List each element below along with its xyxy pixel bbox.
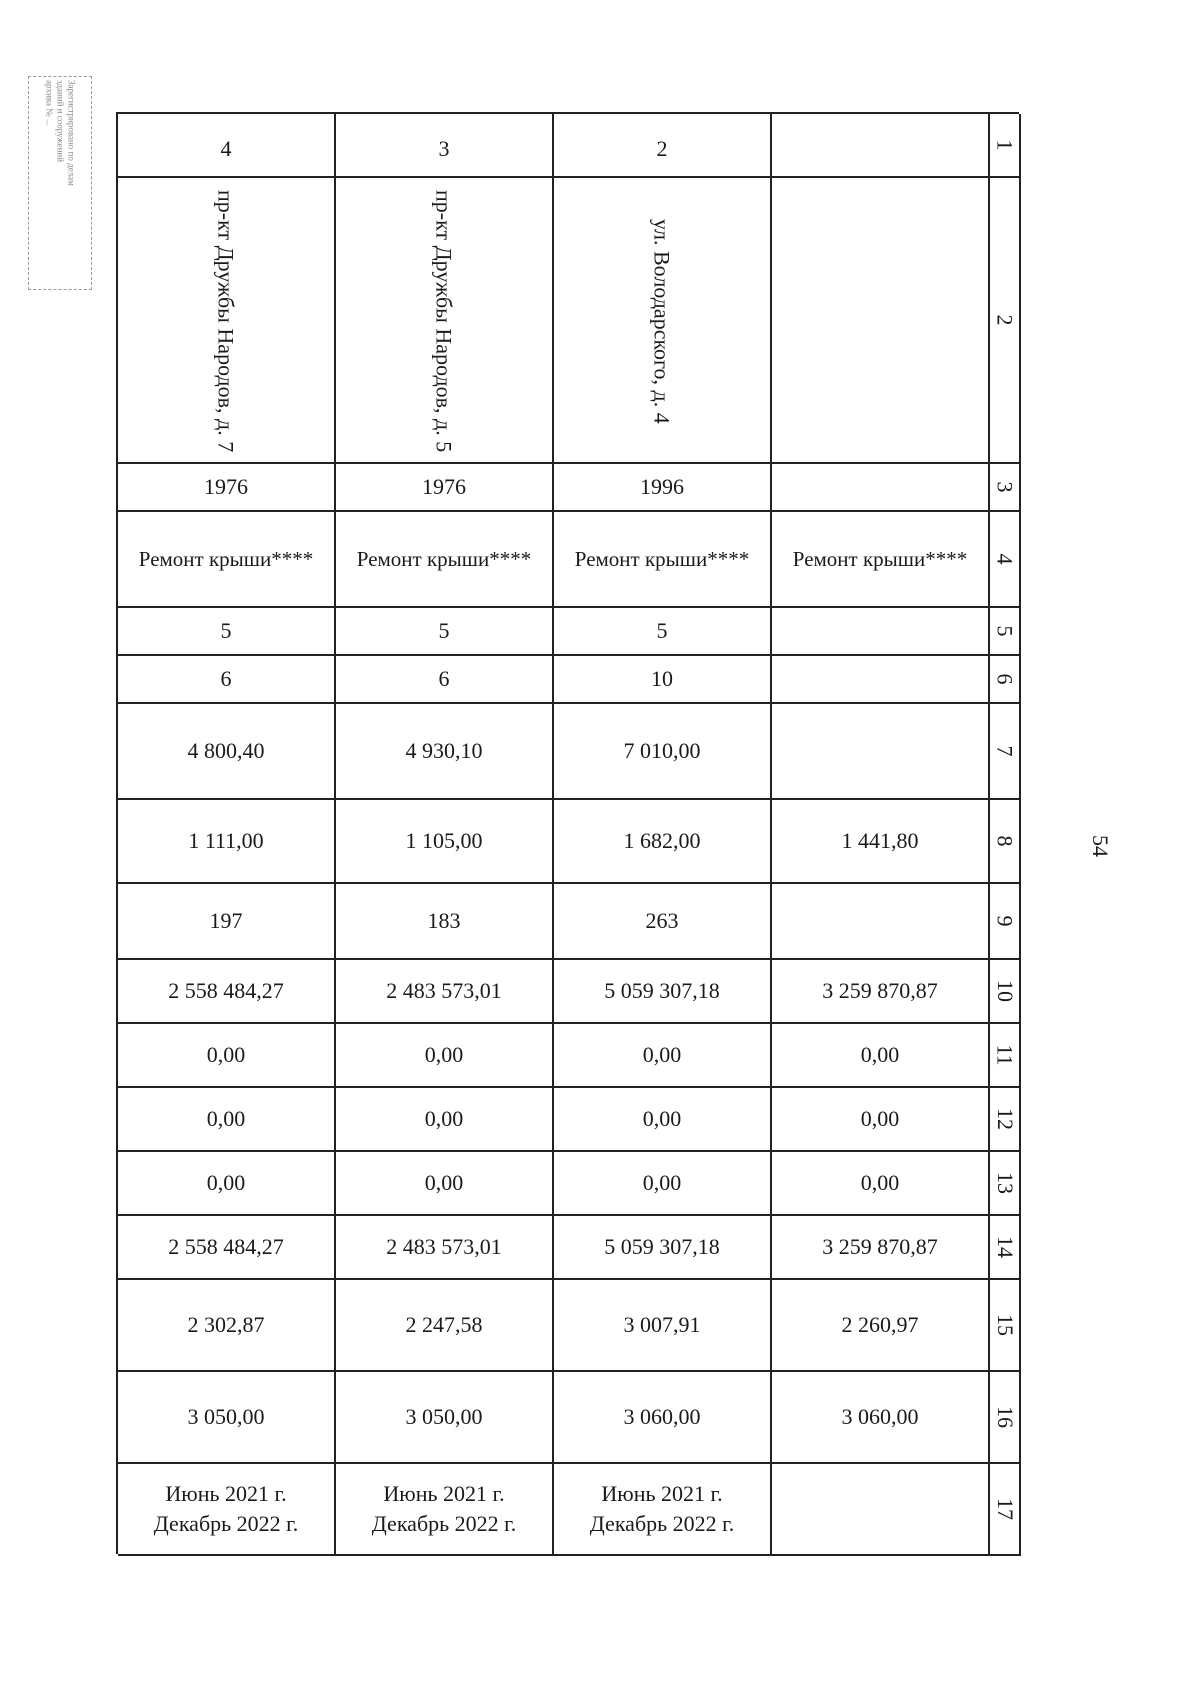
column-number: 1 [992, 139, 1018, 151]
year-cell: 1976 [336, 464, 554, 512]
value-cell-13: 0,00 [118, 1152, 336, 1216]
period-cell [772, 1464, 990, 1556]
column-number: 7 [992, 745, 1018, 757]
value-cell-5: 5 [118, 608, 336, 656]
value-cell-6: 6 [336, 656, 554, 704]
value-cell-12: 0,00 [772, 1088, 990, 1152]
row-number: 4 [220, 136, 232, 161]
value-cell-7: 4 800,40 [118, 704, 336, 800]
row-number: 2 [656, 136, 668, 161]
page-number: 54 [1088, 835, 1113, 857]
value-cell-5 [772, 608, 990, 656]
column-number: 4 [992, 553, 1018, 565]
row-number-cell [772, 114, 990, 178]
value-cell-15: 2 302,87 [118, 1280, 336, 1372]
column-number: 14 [992, 1236, 1018, 1258]
column-number-cell [990, 178, 1021, 464]
value-cell-14: 3 259 870,87 [772, 1216, 990, 1280]
period-start: Июнь 2021 г. [383, 1481, 505, 1506]
column-number-cell [990, 1024, 1021, 1088]
column-number: 13 [992, 1172, 1018, 1194]
value-cell-7: 7 010,00 [554, 704, 772, 800]
column-number-cell [990, 464, 1021, 512]
value-cell-15: 3 007,91 [554, 1280, 772, 1372]
column-number-cell [990, 114, 1021, 178]
value-cell-16: 3 050,00 [118, 1372, 336, 1464]
work-type-cell: Ремонт крыши**** [118, 512, 336, 608]
value-cell-5: 5 [336, 608, 554, 656]
column-number: 5 [992, 625, 1018, 637]
value-cell-9: 183 [336, 884, 554, 960]
value-cell-13: 0,00 [772, 1152, 990, 1216]
value-cell-13: 0,00 [554, 1152, 772, 1216]
value-cell-10: 2 483 573,01 [336, 960, 554, 1024]
address-text: пр-кт Дружбы Народов, д. 5 [431, 189, 457, 453]
value-cell-11: 0,00 [772, 1024, 990, 1088]
work-type-cell: Ремонт крыши**** [554, 512, 772, 608]
work-type-cell: Ремонт крыши**** [336, 512, 554, 608]
column-number: 12 [992, 1108, 1018, 1130]
period-start: Июнь 2021 г. [601, 1481, 723, 1506]
period-cell [336, 1464, 554, 1556]
period-cell [118, 1464, 336, 1556]
value-cell-13: 0,00 [336, 1152, 554, 1216]
period-end: Декабрь 2022 г. [371, 1511, 517, 1536]
value-cell-9: 197 [118, 884, 336, 960]
value-cell-7 [772, 704, 990, 800]
year-cell: 1976 [118, 464, 336, 512]
column-number: 8 [992, 835, 1018, 847]
value-cell-8: 1 111,00 [118, 800, 336, 884]
column-number-cell [990, 512, 1021, 608]
value-cell-12: 0,00 [336, 1088, 554, 1152]
value-cell-15: 2 260,97 [772, 1280, 990, 1372]
address-text: ул. Володарского, д. 4 [649, 218, 675, 424]
value-cell-11: 0,00 [336, 1024, 554, 1088]
column-number-cell [990, 960, 1021, 1024]
period-end: Декабрь 2022 г. [153, 1511, 299, 1536]
stamp-text: Зарегистрировано по делам зданий и сооружений архива № ... [44, 80, 77, 186]
value-cell-14: 2 483 573,01 [336, 1216, 554, 1280]
column-number-cell [990, 1088, 1021, 1152]
value-cell-10: 2 558 484,27 [118, 960, 336, 1024]
value-cell-14: 2 558 484,27 [118, 1216, 336, 1280]
column-number-cell [990, 1280, 1021, 1372]
row-number-cell [554, 114, 772, 178]
column-number: 2 [992, 314, 1018, 326]
column-number-cell [990, 1372, 1021, 1464]
registration-stamp [28, 76, 92, 290]
period-start: Июнь 2021 г. [165, 1481, 287, 1506]
value-cell-16: 3 060,00 [554, 1372, 772, 1464]
column-number-cell [990, 884, 1021, 960]
address-cell [772, 178, 990, 464]
year-cell: 1996 [554, 464, 772, 512]
value-cell-10: 5 059 307,18 [554, 960, 772, 1024]
value-cell-7: 4 930,10 [336, 704, 554, 800]
year-cell [772, 464, 990, 512]
address-cell [118, 178, 336, 464]
value-cell-8: 1 105,00 [336, 800, 554, 884]
column-number-cell [990, 1152, 1021, 1216]
address-cell [336, 178, 554, 464]
column-number: 15 [992, 1314, 1018, 1336]
column-number-cell [990, 1464, 1021, 1556]
value-cell-5: 5 [554, 608, 772, 656]
value-cell-8: 1 441,80 [772, 800, 990, 884]
value-cell-12: 0,00 [554, 1088, 772, 1152]
column-number: 11 [992, 1044, 1018, 1066]
column-number: 3 [992, 481, 1018, 493]
row-number-cell [336, 114, 554, 178]
column-number-cell [990, 608, 1021, 656]
column-number-cell [990, 704, 1021, 800]
value-cell-16: 3 060,00 [772, 1372, 990, 1464]
period-end: Декабрь 2022 г. [589, 1511, 735, 1536]
column-number: 17 [992, 1498, 1018, 1520]
address-text: пр-кт Дружбы Народов, д. 7 [213, 189, 239, 453]
column-number: 6 [992, 673, 1018, 685]
value-cell-12: 0,00 [118, 1088, 336, 1152]
address-cell [554, 178, 772, 464]
value-cell-10: 3 259 870,87 [772, 960, 990, 1024]
value-cell-14: 5 059 307,18 [554, 1216, 772, 1280]
value-cell-9: 263 [554, 884, 772, 960]
value-cell-16: 3 050,00 [336, 1372, 554, 1464]
column-number: 9 [992, 915, 1018, 927]
column-number: 10 [992, 980, 1018, 1002]
work-type-cell: Ремонт крыши**** [772, 512, 990, 608]
row-number: 3 [438, 136, 450, 161]
value-cell-6 [772, 656, 990, 704]
column-number-cell [990, 800, 1021, 884]
value-cell-15: 2 247,58 [336, 1280, 554, 1372]
column-number-cell [990, 656, 1021, 704]
value-cell-8: 1 682,00 [554, 800, 772, 884]
value-cell-9 [772, 884, 990, 960]
value-cell-6: 10 [554, 656, 772, 704]
value-cell-6: 6 [118, 656, 336, 704]
row-number-cell [118, 114, 336, 178]
value-cell-11: 0,00 [554, 1024, 772, 1088]
period-cell [554, 1464, 772, 1556]
column-number-cell [990, 1216, 1021, 1280]
column-number: 16 [992, 1406, 1018, 1428]
repair-table [116, 112, 1019, 1554]
value-cell-11: 0,00 [118, 1024, 336, 1088]
